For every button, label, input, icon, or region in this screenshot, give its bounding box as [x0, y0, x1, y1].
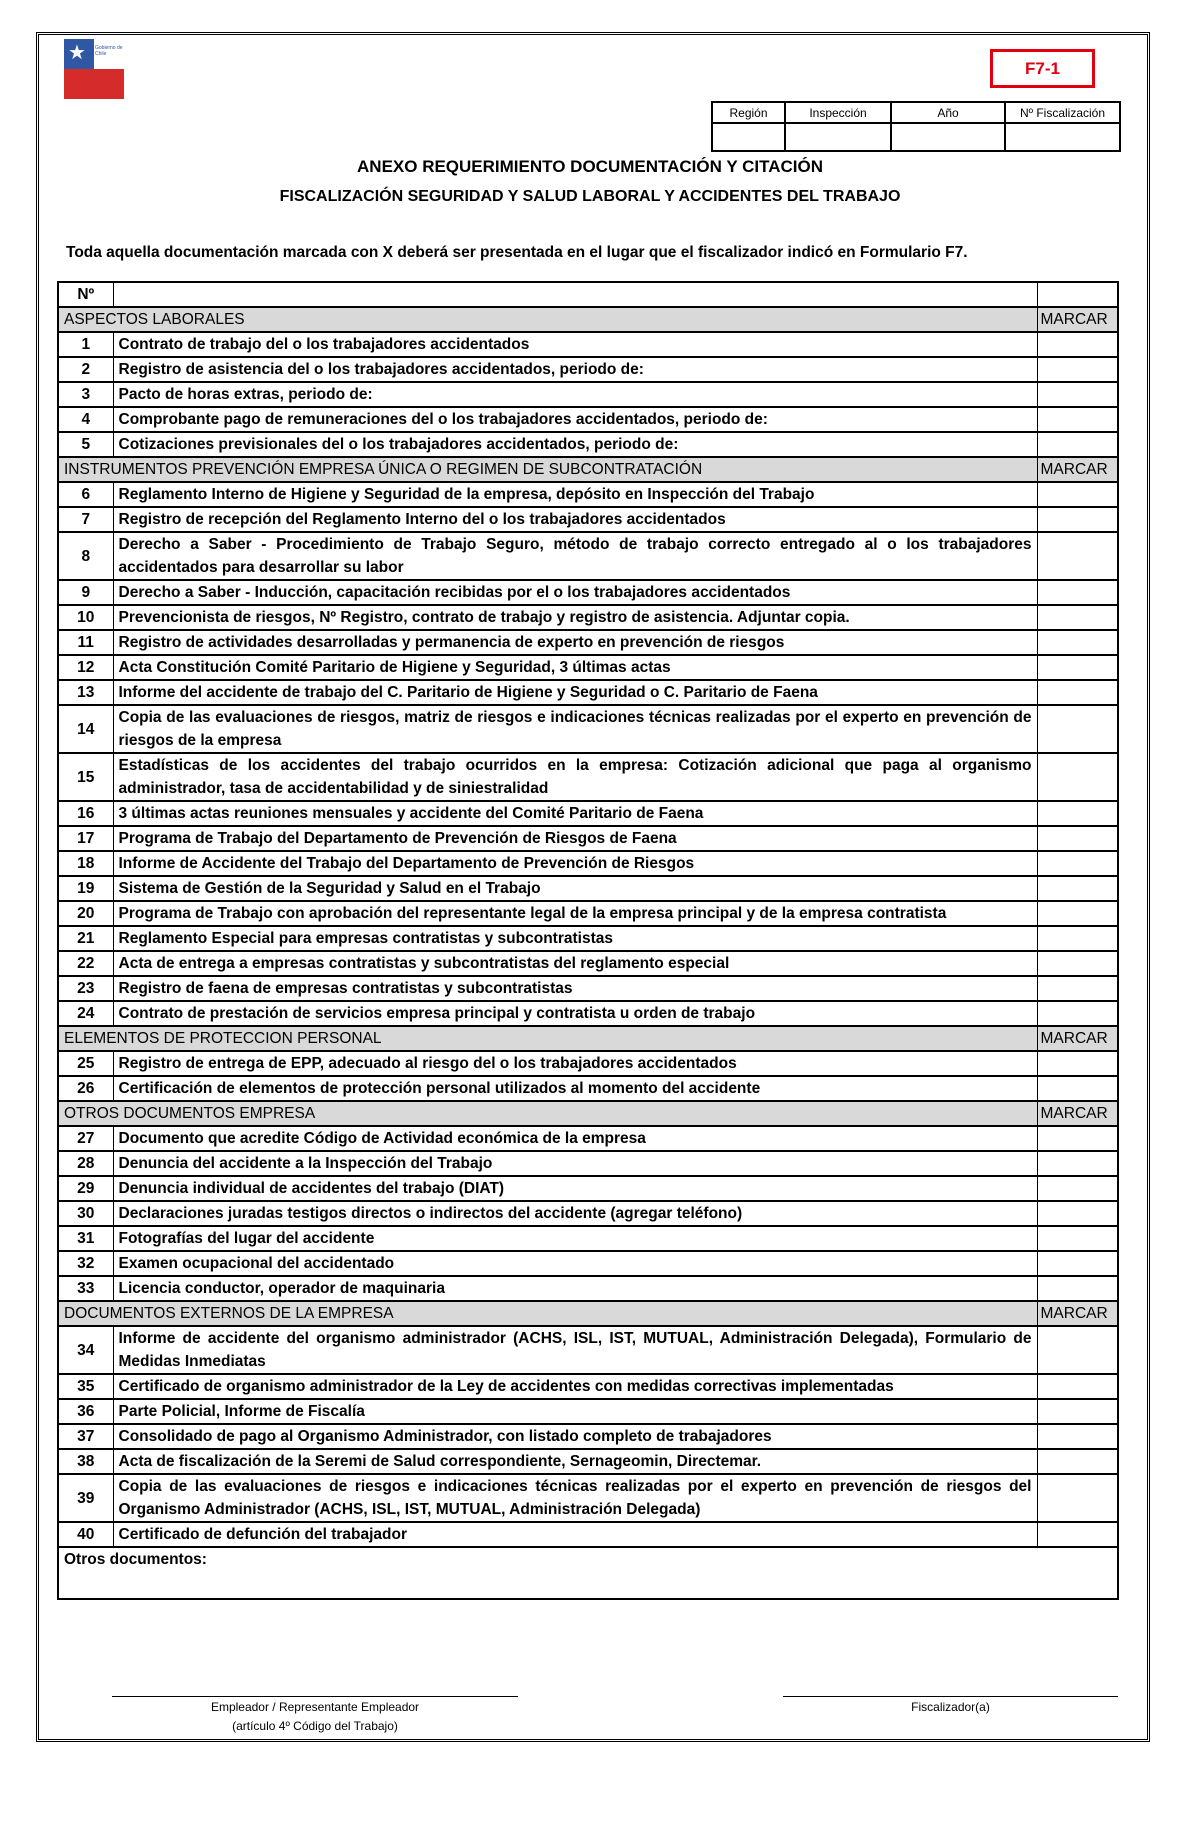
mark-checkbox-cell[interactable]	[1037, 1474, 1118, 1522]
item-description: Informe de Accidente del Trabajo del Departamento de Prevención de Riesgos	[113, 851, 1037, 876]
inspector-signature-line	[783, 1696, 1118, 1697]
document-row	[58, 1201, 1118, 1226]
document-row	[58, 1399, 1118, 1424]
mark-checkbox-cell[interactable]	[1037, 1522, 1118, 1547]
mark-checkbox-cell[interactable]	[1037, 407, 1118, 432]
mark-checkbox-cell[interactable]	[1037, 851, 1118, 876]
meta-label-region: Región	[712, 102, 785, 123]
mark-checkbox-cell[interactable]	[1037, 1201, 1118, 1226]
meta-label-inspeccion: Inspección	[785, 102, 891, 123]
mark-column-header: MARCAR	[1037, 1026, 1118, 1051]
item-number: 23	[58, 976, 113, 1001]
mark-checkbox-cell[interactable]	[1037, 1326, 1118, 1374]
table-header-row	[58, 282, 1118, 307]
item-description: Denuncia del accidente a la Inspección del Trabajo	[113, 1151, 1037, 1176]
document-row	[58, 1251, 1118, 1276]
item-description: Registro de recepción del Reglamento Interno del o los trabajadores accidentados	[113, 507, 1037, 532]
item-number: 26	[58, 1076, 113, 1101]
section-header-row	[58, 457, 1118, 482]
mark-checkbox-cell[interactable]	[1037, 801, 1118, 826]
document-subtitle: FISCALIZACIÓN SEGURIDAD Y SALUD LABORAL Y ACCIDENTES DEL TRABAJO	[279, 188, 901, 205]
document-row	[58, 1126, 1118, 1151]
document-row	[58, 926, 1118, 951]
item-description: Contrato de trabajo del o los trabajadores accidentados	[113, 332, 1037, 357]
mark-checkbox-cell[interactable]	[1037, 605, 1118, 630]
mark-checkbox-cell[interactable]	[1037, 976, 1118, 1001]
item-description: Pacto de horas extras, periodo de:	[113, 382, 1037, 407]
document-row	[58, 1276, 1118, 1301]
item-number: 17	[58, 826, 113, 851]
item-description: Informe de accidente del organismo administrador (ACHS, ISL, IST, MUTUAL, Administración Delegada), Formulario de Medidas Inmediatas	[113, 1326, 1037, 1374]
item-description: Certificación de elementos de protección personal utilizados al momento del accidente	[113, 1076, 1037, 1101]
item-number: 25	[58, 1051, 113, 1076]
document-row	[58, 801, 1118, 826]
mark-checkbox-cell[interactable]	[1037, 705, 1118, 753]
item-number: 15	[58, 753, 113, 801]
item-description: Licencia conductor, operador de maquinaria	[113, 1276, 1037, 1301]
item-number: 14	[58, 705, 113, 753]
item-description: Examen ocupacional del accidentado	[113, 1251, 1037, 1276]
document-row	[58, 507, 1118, 532]
employer-signature-label: Empleador / Representante Empleador	[210, 1700, 420, 1714]
item-number: 3	[58, 382, 113, 407]
document-row	[58, 357, 1118, 382]
mark-checkbox-cell[interactable]	[1037, 926, 1118, 951]
item-number: 40	[58, 1522, 113, 1547]
section-header-row	[58, 1101, 1118, 1126]
item-description: Derecho a Saber - Inducción, capacitación recibidas por el o los trabajadores accidentados	[113, 580, 1037, 605]
item-number: 29	[58, 1176, 113, 1201]
mark-checkbox-cell[interactable]	[1037, 1226, 1118, 1251]
item-number: 5	[58, 432, 113, 457]
mark-checkbox-cell[interactable]	[1037, 1126, 1118, 1151]
item-description: 3 últimas actas reuniones mensuales y accidente del Comité Paritario de Faena	[113, 801, 1037, 826]
mark-checkbox-cell[interactable]	[1037, 1276, 1118, 1301]
item-description: Certificado de organismo administrador de la Ley de accidentes con medidas correctivas implementadas	[113, 1374, 1037, 1399]
inspector-signature-label: Fiscalizador(a)	[911, 1700, 990, 1714]
document-row	[58, 532, 1118, 580]
mark-column-header: MARCAR	[1037, 1301, 1118, 1326]
gobierno-de-chile-logo: ★ Gobierno de Chile	[64, 39, 124, 99]
item-number: 12	[58, 655, 113, 680]
section-title: OTROS DOCUMENTOS EMPRESA	[58, 1101, 1037, 1126]
item-number: 13	[58, 680, 113, 705]
section-header-row	[58, 1301, 1118, 1326]
item-description: Contrato de prestación de servicios empresa principal y contratista u orden de trabajo	[113, 1001, 1037, 1026]
item-description: Registro de entrega de EPP, adecuado al riesgo del o los trabajadores accidentados	[113, 1051, 1037, 1076]
document-row	[58, 1374, 1118, 1399]
item-description: Acta de entrega a empresas contratistas y subcontratistas del reglamento especial	[113, 951, 1037, 976]
mark-checkbox-cell[interactable]	[1037, 951, 1118, 976]
item-number: 35	[58, 1374, 113, 1399]
document-row	[58, 1151, 1118, 1176]
item-description: Registro de asistencia del o los trabajadores accidentados, periodo de:	[113, 357, 1037, 382]
document-row	[58, 580, 1118, 605]
mark-checkbox-cell[interactable]	[1037, 826, 1118, 851]
item-number: 18	[58, 851, 113, 876]
item-description: Comprobante pago de remuneraciones del o los trabajadores accidentados, periodo de:	[113, 407, 1037, 432]
mark-checkbox-cell[interactable]	[1037, 332, 1118, 357]
mark-checkbox-cell[interactable]	[1037, 1449, 1118, 1474]
document-row	[58, 951, 1118, 976]
document-row	[58, 1051, 1118, 1076]
document-row	[58, 1522, 1118, 1547]
item-number: 6	[58, 482, 113, 507]
document-row	[58, 605, 1118, 630]
item-description: Declaraciones juradas testigos directos o indirectos del accidente (agregar teléfono)	[113, 1201, 1037, 1226]
item-description: Estadísticas de los accidentes del trabajo ocurridos en la empresa: Cotización adicional que paga al organismo administrador, tasa de accidentabilidad y de siniestralidad	[113, 753, 1037, 801]
item-description: Prevencionista de riesgos, Nº Registro, contrato de trabajo y registro de asistencia. Adjuntar copia.	[113, 605, 1037, 630]
item-description: Copia de las evaluaciones de riesgos, matriz de riesgos e indicaciones técnicas realizadas por el experto en prevención de riesgos de la empresa	[113, 705, 1037, 753]
item-number: 11	[58, 630, 113, 655]
document-row	[58, 1176, 1118, 1201]
document-row	[58, 826, 1118, 851]
mark-checkbox-cell[interactable]	[1037, 357, 1118, 382]
document-row	[58, 1449, 1118, 1474]
document-row	[58, 482, 1118, 507]
mark-column-header: MARCAR	[1037, 1101, 1118, 1126]
item-number: 27	[58, 1126, 113, 1151]
section-title: ELEMENTOS DE PROTECCION PERSONAL	[58, 1026, 1037, 1051]
item-number: 7	[58, 507, 113, 532]
document-row	[58, 1001, 1118, 1026]
item-number: 4	[58, 407, 113, 432]
item-number: 33	[58, 1276, 113, 1301]
item-number: 21	[58, 926, 113, 951]
mark-column-header: MARCAR	[1037, 457, 1118, 482]
documents-table	[57, 281, 1119, 1600]
item-description: Documento que acredite Código de Actividad económica de la empresa	[113, 1126, 1037, 1151]
item-number: 34	[58, 1326, 113, 1374]
mark-checkbox-cell[interactable]	[1037, 655, 1118, 680]
item-description: Acta de fiscalización de la Seremi de Salud correspondiente, Sernageomin, Directemar.	[113, 1449, 1037, 1474]
document-row	[58, 753, 1118, 801]
document-row	[58, 1424, 1118, 1449]
section-title: INSTRUMENTOS PREVENCIÓN EMPRESA ÚNICA O REGIMEN DE SUBCONTRATACIÓN	[58, 457, 1037, 482]
item-description: Certificado de defunción del trabajador	[113, 1522, 1037, 1547]
mark-checkbox-cell[interactable]	[1037, 532, 1118, 580]
item-number: 31	[58, 1226, 113, 1251]
section-header-row	[58, 307, 1118, 332]
mark-checkbox-cell[interactable]	[1037, 680, 1118, 705]
mark-checkbox-cell[interactable]	[1037, 580, 1118, 605]
document-row	[58, 705, 1118, 753]
item-number: 22	[58, 951, 113, 976]
document-row	[58, 1076, 1118, 1101]
item-number: 38	[58, 1449, 113, 1474]
item-number: 10	[58, 605, 113, 630]
mark-checkbox-cell[interactable]	[1037, 482, 1118, 507]
item-number: 37	[58, 1424, 113, 1449]
item-description: Fotografías del lugar del accidente	[113, 1226, 1037, 1251]
document-row	[58, 1226, 1118, 1251]
inspection-meta-table	[711, 101, 1121, 152]
document-row	[58, 901, 1118, 926]
mark-checkbox-cell[interactable]	[1037, 382, 1118, 407]
item-description: Sistema de Gestión de la Seguridad y Salud en el Trabajo	[113, 876, 1037, 901]
item-number: 8	[58, 532, 113, 580]
item-description: Consolidado de pago al Organismo Administrador, con listado completo de trabajadores	[113, 1424, 1037, 1449]
employer-signature-sublabel: (artículo 4º Código del Trabajo)	[232, 1719, 398, 1733]
section-header-row	[58, 1026, 1118, 1051]
employer-signature-line	[112, 1696, 518, 1697]
item-number: 9	[58, 580, 113, 605]
item-number: 36	[58, 1399, 113, 1424]
document-row	[58, 630, 1118, 655]
mark-checkbox-cell[interactable]	[1037, 1424, 1118, 1449]
section-title: DOCUMENTOS EXTERNOS DE LA EMPRESA	[58, 1301, 1037, 1326]
document-row	[58, 432, 1118, 457]
document-row	[58, 680, 1118, 705]
header-blank-cell	[113, 282, 1037, 307]
mark-checkbox-cell[interactable]	[1037, 1374, 1118, 1399]
item-number: 1	[58, 332, 113, 357]
item-number: 2	[58, 357, 113, 382]
mark-checkbox-cell[interactable]	[1037, 1399, 1118, 1424]
meta-label-fiscalizacion: Nº Fiscalización	[1005, 102, 1120, 123]
document-row	[58, 1474, 1118, 1522]
document-row	[58, 851, 1118, 876]
form-code-badge: F7-1	[990, 49, 1095, 88]
header-mark-blank-cell	[1037, 282, 1118, 307]
document-title: ANEXO REQUERIMIENTO DOCUMENTACIÓN Y CITACIÓN	[357, 157, 823, 176]
item-description: Copia de las evaluaciones de riesgos e indicaciones técnicas realizadas por el experto en prevención de riesgos del Organismo Administrador (ACHS, ISL, IST, MUTUAL, Administración Delegada)	[113, 1474, 1037, 1522]
mark-checkbox-cell[interactable]	[1037, 1176, 1118, 1201]
item-description: Registro de faena de empresas contratistas y subcontratistas	[113, 976, 1037, 1001]
meta-value-inspeccion[interactable]	[785, 123, 891, 151]
item-number: 19	[58, 876, 113, 901]
mark-checkbox-cell[interactable]	[1037, 1051, 1118, 1076]
mark-checkbox-cell[interactable]	[1037, 1151, 1118, 1176]
number-column-header: Nº	[58, 282, 113, 307]
item-number: 32	[58, 1251, 113, 1276]
meta-value-region[interactable]	[712, 123, 785, 151]
item-description: Registro de actividades desarrolladas y permanencia de experto en prevención de riesgos	[113, 630, 1037, 655]
mark-checkbox-cell[interactable]	[1037, 432, 1118, 457]
item-number: 16	[58, 801, 113, 826]
other-documents-row	[58, 1547, 1118, 1599]
document-row	[58, 976, 1118, 1001]
mark-checkbox-cell[interactable]	[1037, 876, 1118, 901]
mark-checkbox-cell[interactable]	[1037, 507, 1118, 532]
document-row	[58, 876, 1118, 901]
mark-checkbox-cell[interactable]	[1037, 1001, 1118, 1026]
item-description: Programa de Trabajo del Departamento de Prevención de Riesgos de Faena	[113, 826, 1037, 851]
document-row	[58, 407, 1118, 432]
section-title: ASPECTOS LABORALES	[58, 307, 1037, 332]
item-number: 39	[58, 1474, 113, 1522]
meta-value-anio[interactable]	[891, 123, 1005, 151]
item-description: Acta Constitución Comité Paritario de Higiene y Seguridad, 3 últimas actas	[113, 655, 1037, 680]
item-number: 20	[58, 901, 113, 926]
mark-checkbox-cell[interactable]	[1037, 753, 1118, 801]
mark-column-header: MARCAR	[1037, 307, 1118, 332]
item-number: 24	[58, 1001, 113, 1026]
item-description: Reglamento Especial para empresas contratistas y subcontratistas	[113, 926, 1037, 951]
document-row	[58, 1326, 1118, 1374]
meta-label-anio: Año	[891, 102, 1005, 123]
document-row	[58, 332, 1118, 357]
item-description: Reglamento Interno de Higiene y Seguridad de la empresa, depósito en Inspección del Trabajo	[113, 482, 1037, 507]
document-row	[58, 655, 1118, 680]
item-description: Informe del accidente de trabajo del C. Paritario de Higiene y Seguridad o C. Paritario de Faena	[113, 680, 1037, 705]
other-documents-field[interactable]: Otros documentos:	[58, 1547, 1118, 1599]
mark-checkbox-cell[interactable]	[1037, 1076, 1118, 1101]
item-description: Denuncia individual de accidentes del trabajo (DIAT)	[113, 1176, 1037, 1201]
intro-text: Toda aquella documentación marcada con X deberá ser presentada en el lugar que el fiscalizador indicó en Formulario F7.	[66, 244, 968, 261]
item-number: 28	[58, 1151, 113, 1176]
item-description: Programa de Trabajo con aprobación del representante legal de la empresa principal y de la empresa contratista	[113, 901, 1037, 926]
mark-checkbox-cell[interactable]	[1037, 901, 1118, 926]
item-description: Derecho a Saber - Procedimiento de Trabajo Seguro, método de trabajo correcto entregado al o los trabajadores accidentados para desarrollar su labor	[113, 532, 1037, 580]
mark-checkbox-cell[interactable]	[1037, 630, 1118, 655]
meta-value-fiscalizacion[interactable]	[1005, 123, 1120, 151]
item-description: Cotizaciones previsionales del o los trabajadores accidentados, periodo de:	[113, 432, 1037, 457]
item-description: Parte Policial, Informe de Fiscalía	[113, 1399, 1037, 1424]
document-row	[58, 382, 1118, 407]
item-number: 30	[58, 1201, 113, 1226]
mark-checkbox-cell[interactable]	[1037, 1251, 1118, 1276]
